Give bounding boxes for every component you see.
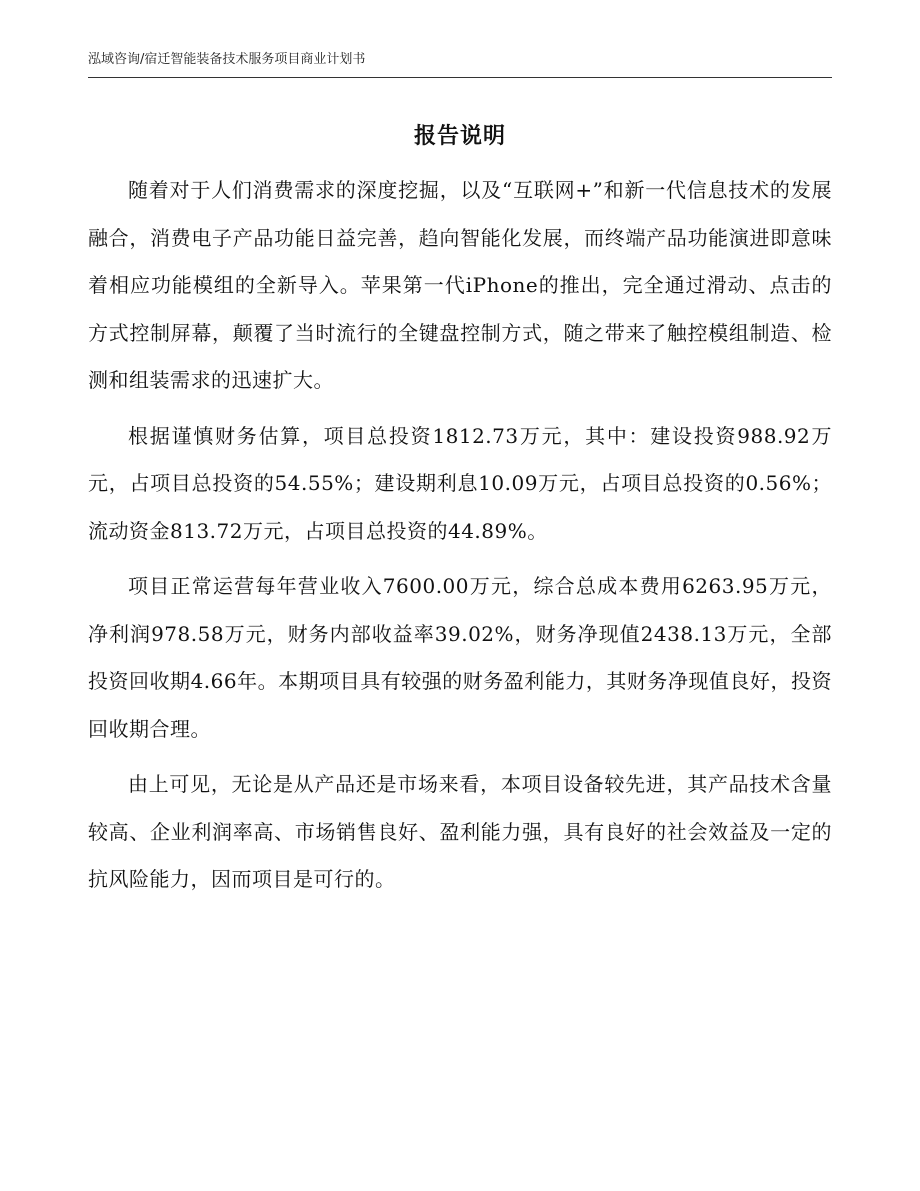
paragraph-conclusion: 由上可见，无论是从产品还是市场来看，本项目设备较先进，其产品技术含量较高、企业利润率高、市场销售良好、盈利能力强，具有良好的社会效益及一定的抗风险能力，因而项目是可行的。 [88,772,832,891]
paragraph-financials: 项目正常运营每年营业收入7600.00万元，综合总成本费用6263.95万元，净利润978.58万元，财务内部收益率39.02%，财务净现值2438.13万元，全部投资回收期4.66年。本期项目具有较强的财务盈利能力，其财务净现值良好，投资回收期合理。 [88,574,832,741]
running-header: 泓域咨询/宿迁智能装备技术服务项目商业计划书 [88,52,366,67]
report-body [88,167,832,912]
header-divider [88,77,832,78]
section-title: 报告说明 [413,124,506,149]
paragraph-background: 随着对于人们消费需求的深度挖掘，以及“互联网+”和新一代信息技术的发展融合，消费电子产品功能日益完善，趋向智能化发展，而终端产品功能演进即意味着相应功能模组的全新导入。苹果第一代iPhone的推出，完全通过滑动、点击的方式控制屏幕，颠覆了当时流行的全键盘控制方式，随之带来了触控模组制造、检测和组装需求的迅速扩大。 [88,178,832,392]
paragraph-investment: 根据谨慎财务估算，项目总投资1812.73万元，其中：建设投资988.92万元，占项目总投资的54.55%；建设期利息10.09万元，占项目总投资的0.56%；流动资金813.72万元，占项目总投资的44.89%。 [88,423,832,543]
